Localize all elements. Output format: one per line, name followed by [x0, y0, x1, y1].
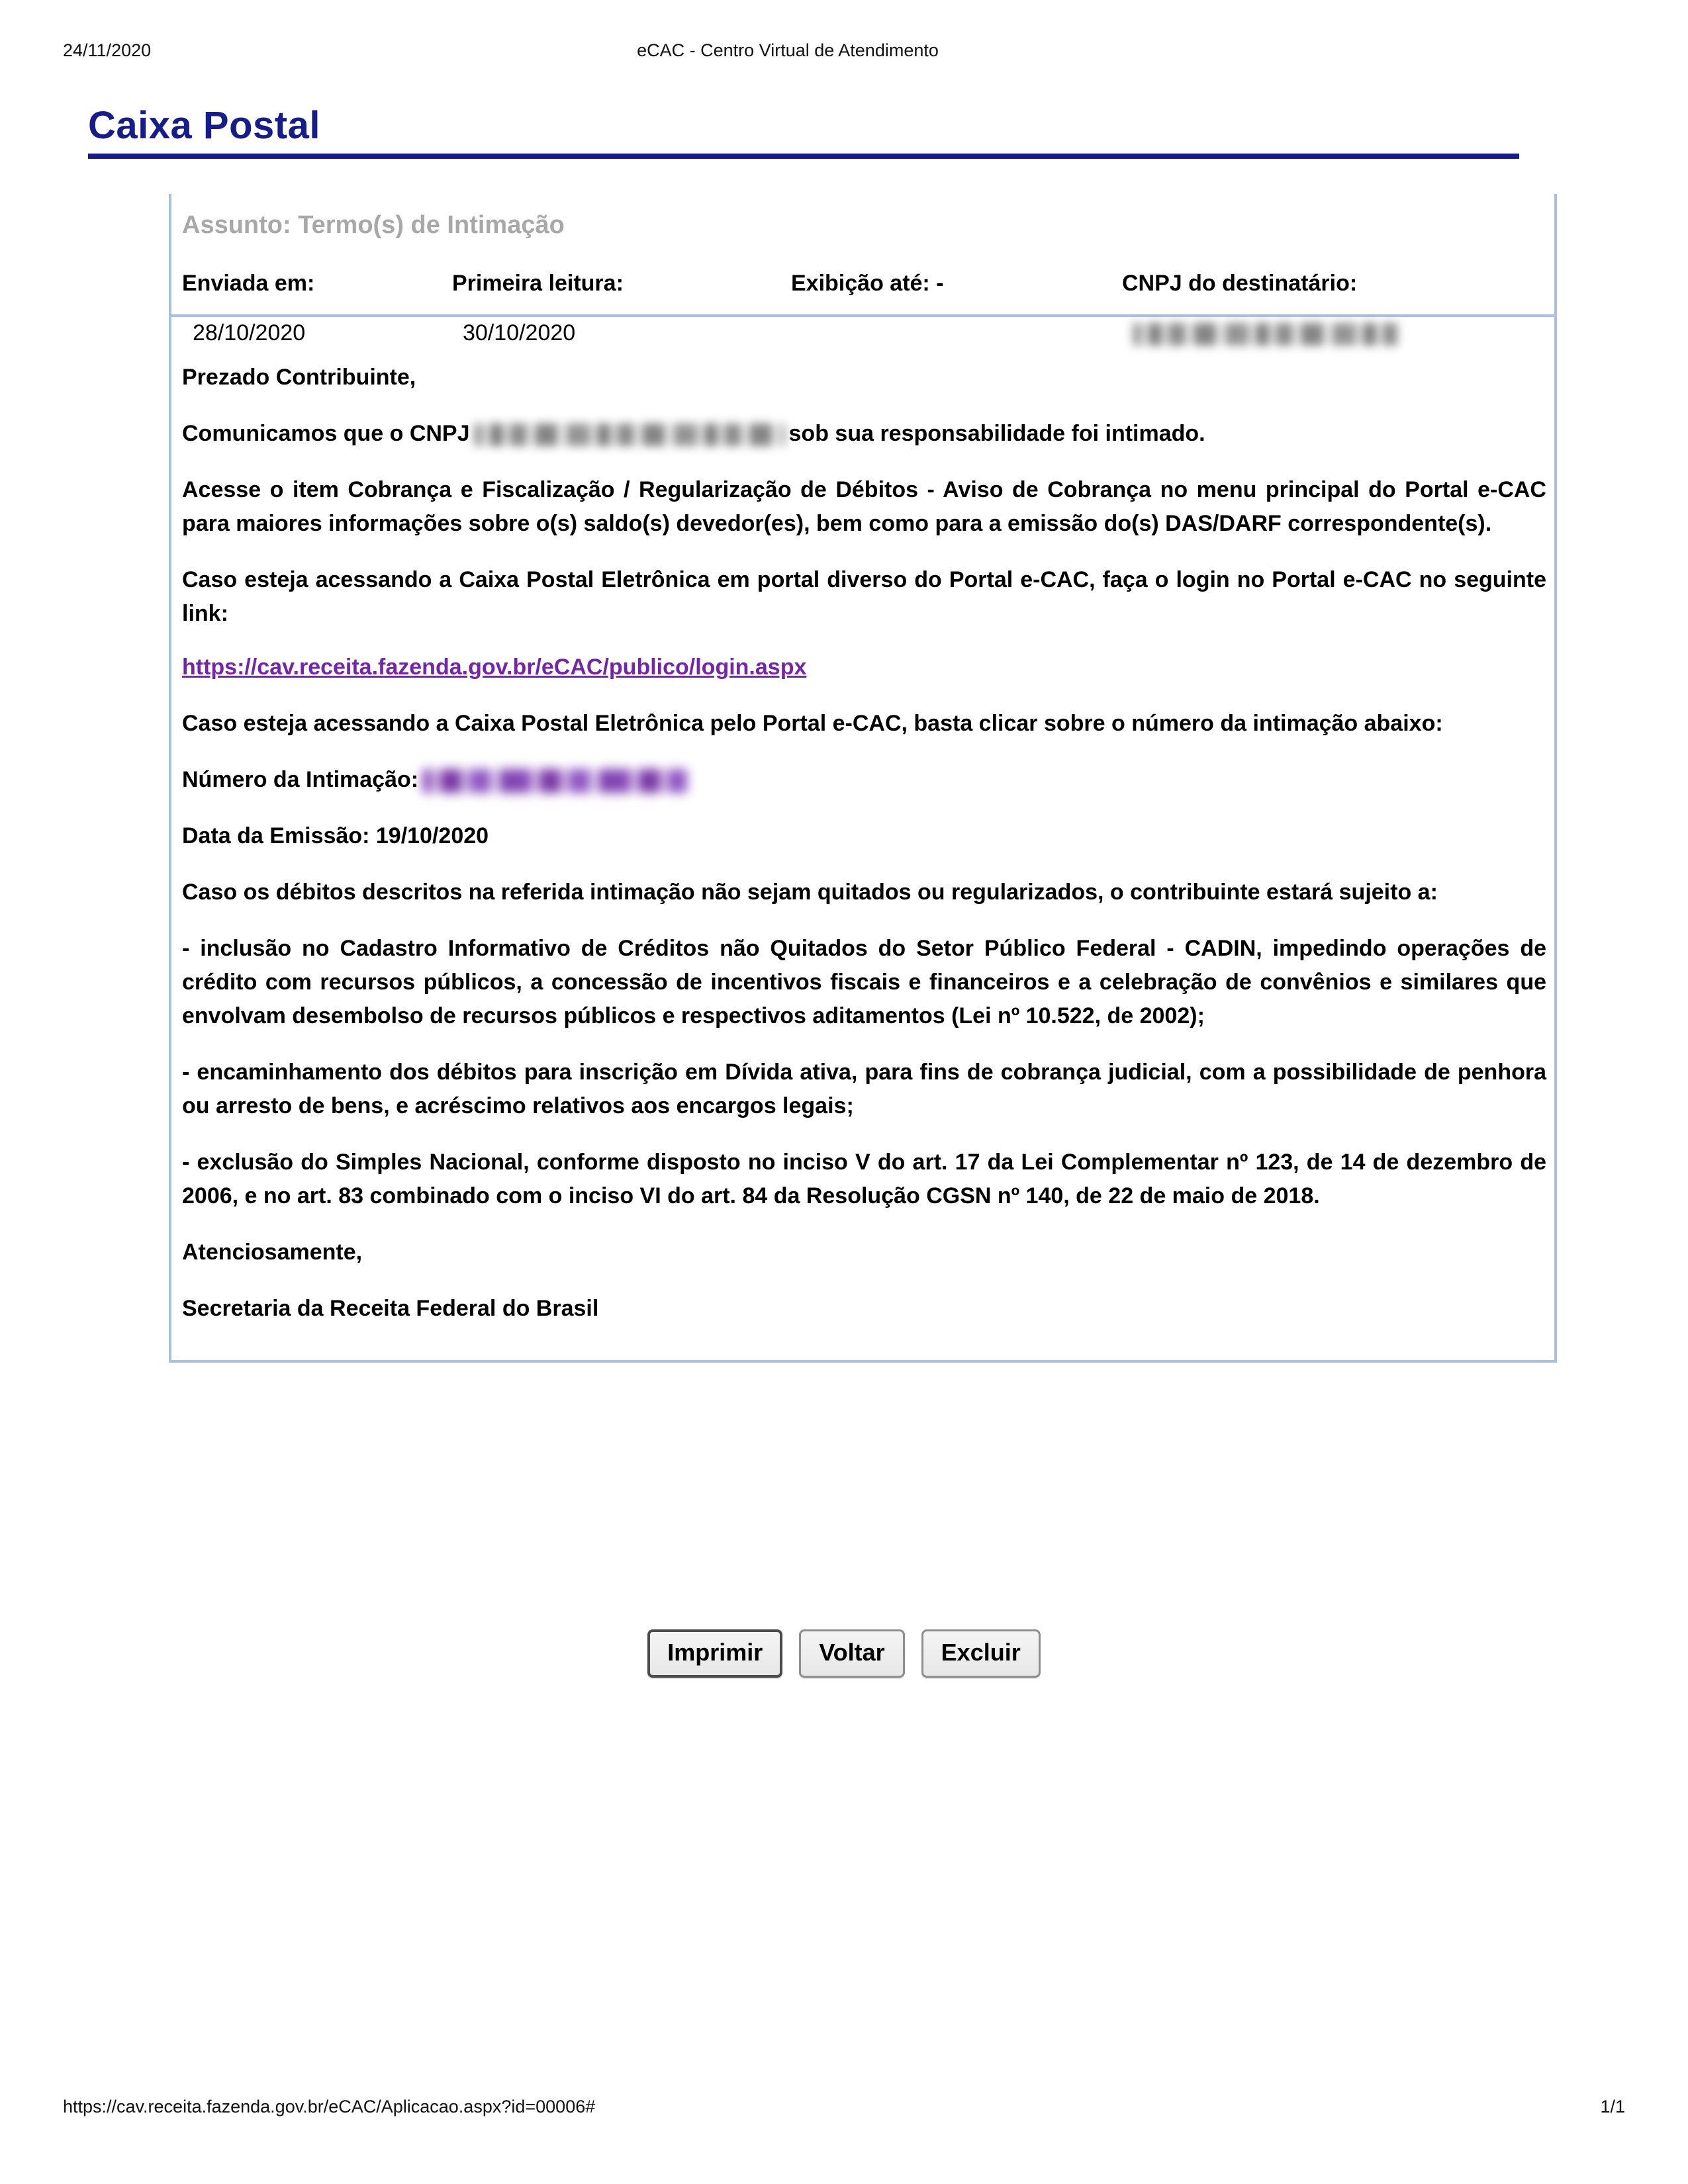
cnpj-prefix-text: Comunicamos que o CNPJ [182, 421, 470, 446]
print-document-title: eCAC - Centro Virtual de Atendimento [637, 40, 939, 60]
value-display-until [802, 318, 1133, 347]
data-emissao-paragraph: Data da Emissão: 19/10/2020 [182, 823, 489, 848]
meta-value-row [182, 317, 1546, 347]
redacted-numero-intimacao-link[interactable] [422, 769, 687, 793]
title-underline-rule [88, 154, 1519, 159]
redacted-cnpj-header [1133, 323, 1397, 345]
action-button-row [0, 1629, 1688, 1678]
greeting-paragraph: Prezado Contribuinte, [182, 365, 416, 390]
redacted-cnpj-inline [474, 424, 785, 446]
bullet-divida-ativa: - encaminhamento dos débitos para inscrição em Dívida ativa, para fins de cobrança judicial, com a possibilidade de penhora ou arresto de bens, e acréscimo relativos aos encargos legais; [182, 1060, 1546, 1118]
print-footer-page-number: 1/1 [1600, 2097, 1625, 2116]
value-sent: 28/10/2020 [193, 320, 306, 345]
delete-button[interactable]: Excluir [921, 1629, 1041, 1678]
caso-debitos-paragraph: Caso os débitos descritos na referida intimação não sejam quitados ou regularizados, o contribuinte estará sujeito a: [182, 880, 1438, 905]
pelo-portal-paragraph: Caso esteja acessando a Caixa Postal Eletrônica pelo Portal e-CAC, basta clicar sobre o número da intimação abaixo: [182, 711, 1443, 736]
label-recipient-cnpj: CNPJ do destinatário: [1122, 271, 1358, 296]
login-link-paragraph [182, 651, 1546, 684]
portal-diverso-text: Caso esteja acessando a Caixa Postal Eletrônica em portal diverso do Portal e-CAC, faça o login no Portal e-CAC no seguinte link: [182, 567, 1546, 626]
print-button[interactable]: Imprimir [647, 1629, 782, 1678]
message-panel [169, 194, 1557, 1363]
portal-diverso-paragraph [182, 563, 1546, 631]
acesse-paragraph: Acesse o item Cobrança e Fiscalização / Regularização de Débitos - Aviso de Cobrança no menu principal do Portal e-CAC para maiores informações sobre o(s) saldo(s) devedor(es), bem como para a emissão do(s) DAS/DARF correspondente(s). [182, 477, 1546, 536]
back-button[interactable]: Voltar [799, 1629, 904, 1678]
numero-intimacao-paragraph [182, 763, 1546, 797]
numero-intimacao-label: Número da Intimação: [182, 767, 419, 792]
meta-label-row [182, 269, 1549, 297]
value-first-read: 30/10/2020 [463, 320, 576, 345]
closing-paragraph: Atenciosamente, [182, 1240, 363, 1265]
cnpj-paragraph [182, 417, 1546, 451]
signature-paragraph: Secretaria da Receita Federal do Brasil [182, 1296, 599, 1321]
print-date: 24/11/2020 [63, 40, 152, 60]
label-first-read: Primeira leitura: [452, 271, 624, 296]
value-recipient-cnpj [1133, 318, 1503, 347]
print-footer-url: https://cav.receita.fazenda.gov.br/eCAC/Aplicacao.aspx?id=00006# [63, 2097, 596, 2116]
ecac-login-link[interactable]: https://cav.receita.fazenda.gov.br/eCAC/publico/login.aspx [182, 655, 807, 680]
message-meta-block [169, 194, 1557, 317]
message-body [169, 317, 1557, 1363]
bullet-cadin: - inclusão no Cadastro Informativo de Créditos não Quitados do Setor Público Federal - CADIN, impedindo operações de crédito com recursos públicos, a concessão de incentivos fiscais e financeiros e a celebração de convênios e similares que envolvam desembolso de recursos públicos e respectivos aditamentos (Lei nº 10.522, de 2002); [182, 936, 1546, 1028]
message-meta-header [171, 269, 1554, 317]
label-sent: Enviada em: [182, 271, 315, 296]
message-subject: Assunto: Termo(s) de Intimação [182, 211, 565, 239]
print-header [0, 37, 1688, 64]
page-title-block [88, 105, 1519, 159]
label-display-until: Exibição até: - [791, 271, 944, 296]
cnpj-suffix-text: sob sua responsabilidade foi intimado. [788, 421, 1205, 446]
bullet-simples-nacional: - exclusão do Simples Nacional, conforme disposto no inciso V do art. 17 da Lei Complementar nº 123, de 14 de dezembro de 2006, e no art. 83 combinado com o inciso VI do art. 84 da Resolução CGSN nº 140, de 22 de maio de 2018. [182, 1150, 1546, 1208]
page-title: Caixa Postal [88, 104, 320, 147]
